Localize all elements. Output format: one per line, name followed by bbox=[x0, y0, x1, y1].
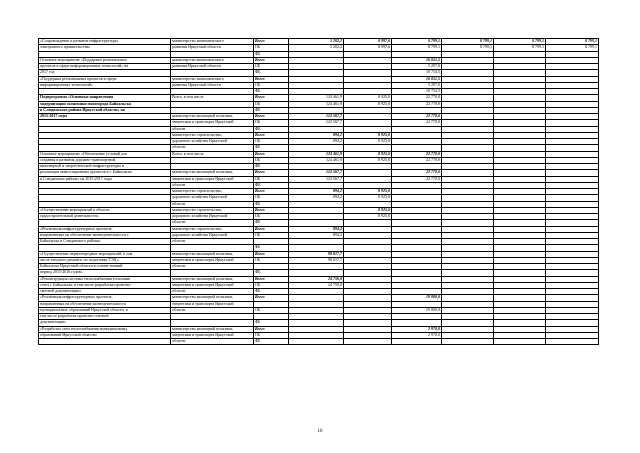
cell-executor: области bbox=[171, 126, 254, 132]
cell-2015: 894,2 bbox=[289, 132, 344, 138]
cell-2015: 5 202,2 bbox=[289, 45, 344, 51]
cell-executor: области bbox=[171, 239, 254, 245]
cell-source: ФБ bbox=[254, 145, 289, 151]
cell-source: ФБ bbox=[254, 70, 289, 76]
cell-2015: 24 750,0 bbox=[289, 282, 344, 288]
cell-executor: министерство экономического bbox=[171, 39, 254, 45]
cell-executor: области bbox=[171, 307, 254, 313]
cell-2015: 24 750,0 bbox=[289, 276, 344, 282]
cell-source: ОБ bbox=[254, 120, 289, 126]
cell-event: образований Иркутской области» bbox=[39, 332, 171, 338]
cell-executor: области bbox=[171, 289, 254, 295]
cell-event: Основное мероприятие «Поддержка региональных bbox=[39, 57, 171, 63]
cell-event: инженерной и энергетической инфраструктуры и bbox=[39, 164, 171, 170]
cell-event: «Реализация инфраструктурных проектов, bbox=[39, 295, 171, 301]
cell-event: числе текущего ремонта, по подготовке ТЭЦ г. bbox=[39, 257, 171, 263]
cell-2017: 16 051,5 bbox=[392, 57, 442, 63]
cell-2016: 8 997,6 bbox=[344, 45, 392, 51]
cell-source: Всего bbox=[254, 326, 289, 332]
cell-executor: энергетики и транспорта Иркутской bbox=[171, 120, 254, 126]
cell-2015: 894,2 bbox=[289, 232, 344, 238]
cell-executor: дорожного хозяйства Иркутской bbox=[171, 214, 254, 220]
cell-event: информационных технологий» bbox=[39, 82, 171, 88]
cell-executor: министерство жилищной политики, bbox=[171, 276, 254, 282]
cell-2015 bbox=[289, 339, 344, 345]
cell-executor: области bbox=[171, 339, 254, 345]
cell-2017: 22 770,0 bbox=[392, 157, 442, 163]
cell-event: электронного правительства» bbox=[39, 45, 171, 51]
cell-2015: 123 567,7 bbox=[289, 176, 344, 182]
cell-executor: министерство строительства, bbox=[171, 207, 254, 213]
cell-2017: 8 799,1 bbox=[392, 45, 442, 51]
cell-source: Всего bbox=[254, 207, 289, 213]
cell-event bbox=[39, 339, 171, 345]
cell-executor: энергетики и транспорта Иркутской bbox=[171, 176, 254, 182]
cell-event: направленных на обеспечение жизнедеятельности г. bbox=[39, 232, 171, 238]
cell-source: Всего bbox=[254, 189, 289, 195]
cell-2017: 10 754,5 bbox=[392, 70, 442, 76]
cell-event: «Поддержка региональных проектов в сфере bbox=[39, 76, 171, 82]
cell-executor: дорожного хозяйства Иркутской bbox=[171, 195, 254, 201]
cell-event: «Разработка схем теплоснабжения муниципальных bbox=[39, 326, 171, 332]
cell-2016: 8 925,0 bbox=[344, 214, 392, 220]
cell-2016: 8 925,0 bbox=[344, 157, 392, 163]
cell-executor: министерство жилищной политики, bbox=[171, 326, 254, 332]
cell-2016: 8 997,6 bbox=[344, 39, 392, 45]
cell-source: ОБ bbox=[254, 214, 289, 220]
cell-2019: 8 799,1 bbox=[494, 45, 546, 51]
cell-source: ОБ bbox=[254, 195, 289, 201]
cell-source: ФБ bbox=[254, 339, 289, 345]
cell-2017: 22 770,0 bbox=[392, 170, 442, 176]
cell-2015: 124 461,9 bbox=[289, 95, 344, 101]
cell-source: ОБ bbox=[254, 257, 289, 263]
cell-2015: 894,2 bbox=[289, 139, 344, 145]
cell-source: Всего bbox=[254, 114, 289, 120]
cell-event: Подпрограмма «Основные направления bbox=[39, 95, 171, 101]
cell-source: ОБ bbox=[254, 64, 289, 70]
cell-event: документации» bbox=[39, 320, 171, 326]
cell-2017: 2 970,0 bbox=[392, 332, 442, 338]
cell-2020: 8 799,1 bbox=[546, 45, 599, 51]
cell-executor: министерство строительства, bbox=[171, 132, 254, 138]
cell-2015: 124 461,9 bbox=[289, 101, 344, 107]
cell-2017: 22 770,0 bbox=[392, 151, 442, 157]
cell-2017: 8 799,1 bbox=[392, 39, 442, 45]
cell-event: сметной документации» bbox=[39, 289, 171, 295]
cell-2017: 22 770,0 bbox=[392, 120, 442, 126]
cell-executor: министерство жилищной политики, bbox=[171, 114, 254, 120]
cell-2015: 5 202,2 bbox=[289, 39, 344, 45]
cell-2017: 19 800,0 bbox=[392, 307, 442, 313]
cell-source: ФБ bbox=[254, 320, 289, 326]
cell-event: 2015-2017 годы bbox=[39, 114, 171, 120]
cell-event: период 2015-2016 годов» bbox=[39, 270, 171, 276]
table-body bbox=[39, 39, 599, 345]
cell-2017: 2 970,0 bbox=[392, 326, 442, 332]
cell-executor: министерство жилищной политики, bbox=[171, 295, 254, 301]
cell-source: ФБ bbox=[254, 220, 289, 226]
cell-event: «Реконструкция системы теплоснабжения (тепловые bbox=[39, 276, 171, 282]
cell-2019 bbox=[494, 339, 546, 345]
cell-2019: 8 799,1 bbox=[494, 39, 546, 45]
cell-event: и Слюдянском районе» на 2015-2017 годы bbox=[39, 176, 171, 182]
cell-source: ОБ bbox=[254, 101, 289, 107]
cell-2016: 8 925,0 bbox=[344, 139, 392, 145]
cell-executor: энергетики и транспорта Иркутской bbox=[171, 332, 254, 338]
cell-2016: 8 925,0 bbox=[344, 207, 392, 213]
cell-event: «Осуществление первоочередных мероприятий, в том bbox=[39, 251, 171, 257]
cell-2018 bbox=[442, 339, 494, 345]
cell-2017: 22 770,0 bbox=[392, 114, 442, 120]
cell-source: ФБ bbox=[254, 201, 289, 207]
cell-executor: области bbox=[171, 220, 254, 226]
cell-executor: области bbox=[171, 264, 254, 270]
cell-2016: 8 925,0 bbox=[344, 151, 392, 157]
cell-executor: дорожного хозяйства Иркутской bbox=[171, 232, 254, 238]
cell-2015: 123 567,7 bbox=[289, 114, 344, 120]
cell-executor: министерство строительства, bbox=[171, 226, 254, 232]
cell-source: Всего bbox=[254, 226, 289, 232]
cell-executor: энергетики и транспорта Иркутской bbox=[171, 282, 254, 288]
document-page bbox=[38, 38, 598, 345]
cell-2015: 123 567,7 bbox=[289, 170, 344, 176]
cell-source: ОБ bbox=[254, 176, 289, 182]
cell-event: «Осуществление мероприятий в области bbox=[39, 207, 171, 213]
cell-source: Всего bbox=[254, 132, 289, 138]
cell-2015: 98 817,7 bbox=[289, 257, 344, 263]
cell-executor: министерство строительства, bbox=[171, 189, 254, 195]
cell-source: ОБ bbox=[254, 45, 289, 51]
page-number: 16 bbox=[317, 429, 323, 434]
cell-2015: 894,2 bbox=[289, 189, 344, 195]
cell-source: ОБ bbox=[254, 157, 289, 163]
cell-executor: области bbox=[171, 201, 254, 207]
cell-2016: 8 925,0 bbox=[344, 132, 392, 138]
cell-2017: 16 051,5 bbox=[392, 76, 442, 82]
cell-source: ОБ bbox=[254, 332, 289, 338]
cell-event: муниципальных образований Иркутской области, в bbox=[39, 307, 171, 313]
cell-executor: области bbox=[171, 182, 254, 188]
cell-2016 bbox=[344, 339, 392, 345]
cell-executor: министерство жилищной политики, bbox=[171, 251, 254, 257]
cell-source: ФБ bbox=[254, 126, 289, 132]
cell-2016: 8 925,0 bbox=[344, 189, 392, 195]
cell-2017: 22 770,0 bbox=[392, 101, 442, 107]
cell-event: проектов в сфере информационных технологий» на bbox=[39, 64, 171, 70]
cell-2017: 10 754,5 bbox=[392, 89, 442, 95]
cell-source: ОБ bbox=[254, 307, 289, 313]
cell-2015: 124 461,9 bbox=[289, 151, 344, 157]
cell-source: Всего bbox=[254, 295, 289, 301]
cell-executor: энергетики и транспорта Иркутской bbox=[171, 257, 254, 263]
cell-2017: 22 770,0 bbox=[392, 95, 442, 101]
cell-2016: 8 925,0 bbox=[344, 101, 392, 107]
cell-2018: 8 799,1 bbox=[442, 45, 494, 51]
cell-event: том числе разработка проектно-сметной bbox=[39, 314, 171, 320]
cell-2015: 894,2 bbox=[289, 195, 344, 201]
cell-event: Байкальска Иркутской области в осенне-зимний bbox=[39, 264, 171, 270]
cell-2018: 8 799,1 bbox=[442, 39, 494, 45]
cell-event: градостроительной деятельности» bbox=[39, 214, 171, 220]
cell-2015: 124 461,9 bbox=[289, 157, 344, 163]
cell-source: ФБ bbox=[254, 164, 289, 170]
cell-source: ОБ bbox=[254, 139, 289, 145]
cell-source: Всего bbox=[254, 151, 289, 157]
cell-executor: области bbox=[171, 145, 254, 151]
cell-event: реализация инвестиционных проектов в г. Байкальске bbox=[39, 170, 171, 176]
cell-executor: энергетики и транспорта Иркутской bbox=[171, 301, 254, 307]
cell-source: ФБ bbox=[254, 182, 289, 188]
cell-executor: министерство жилищной политики, bbox=[171, 170, 254, 176]
cell-executor: Всего, в том числе bbox=[171, 151, 254, 157]
table-row bbox=[39, 339, 599, 345]
cell-executor: развития Иркутской области bbox=[171, 45, 254, 51]
cell-source: Всего bbox=[254, 76, 289, 82]
cell-source: ОБ bbox=[254, 232, 289, 238]
cell-source: ФБ bbox=[254, 289, 289, 295]
cell-source: Всего bbox=[254, 57, 289, 63]
cell-event: создания и развития дорожно-транспортной, bbox=[39, 157, 171, 163]
cell-source: ФБ bbox=[254, 270, 289, 276]
cell-executor: Всего, в том числе bbox=[171, 95, 254, 101]
cell-2020: 8 799,1 bbox=[546, 39, 599, 45]
cell-2017 bbox=[392, 339, 442, 345]
cell-event: «Сопровождение и развитие инфраструктуры bbox=[39, 39, 171, 45]
cell-source: Всего bbox=[254, 251, 289, 257]
cell-2015: 98 817,7 bbox=[289, 251, 344, 257]
cell-source: Всего bbox=[254, 39, 289, 45]
cell-2015: 894,2 bbox=[289, 226, 344, 232]
cell-source: Всего bbox=[254, 276, 289, 282]
cell-executor: министерство экономического bbox=[171, 76, 254, 82]
cell-source: ФБ bbox=[254, 89, 289, 95]
cell-2015: 123 567,7 bbox=[289, 120, 344, 126]
cell-executor: министерство экономического bbox=[171, 57, 254, 63]
cell-2017: 5 297,0 bbox=[392, 82, 442, 88]
cell-2020 bbox=[546, 339, 599, 345]
cell-source: ФБ bbox=[254, 107, 289, 113]
cell-executor: развития Иркутской области bbox=[171, 64, 254, 70]
budget-table bbox=[38, 38, 599, 345]
cell-source: Всего bbox=[254, 170, 289, 176]
cell-event: модернизации экономики моногорода Байкальска bbox=[39, 101, 171, 107]
cell-event: Основное мероприятие «Обеспечение условий для bbox=[39, 151, 171, 157]
cell-source: ОБ bbox=[254, 282, 289, 288]
cell-source: ОБ bbox=[254, 82, 289, 88]
cell-event: направленных на обеспечение жизнедеятельности bbox=[39, 301, 171, 307]
cell-2016: 8 925,0 bbox=[344, 95, 392, 101]
cell-source: Всего bbox=[254, 95, 289, 101]
cell-event: «Реализация инфраструктурных проектов, bbox=[39, 226, 171, 232]
cell-2017: 5 297,0 bbox=[392, 64, 442, 70]
cell-2016: 8 925,0 bbox=[344, 195, 392, 201]
cell-executor: развития Иркутской области bbox=[171, 82, 254, 88]
cell-2017: 19 800,0 bbox=[392, 295, 442, 301]
cell-source: ФБ bbox=[254, 245, 289, 251]
cell-event: Байкальска и Слюдянского района» bbox=[39, 239, 171, 245]
cell-executor: дорожного хозяйства Иркутской bbox=[171, 139, 254, 145]
cell-2017: 22 770,0 bbox=[392, 176, 442, 182]
cell-event: сети) г. Байкальска, в том числе разработка проектно- bbox=[39, 282, 171, 288]
cell-event: 2017 год bbox=[39, 70, 171, 76]
cell-event: и Слюдянского района Иркутской области» на bbox=[39, 107, 171, 113]
cell-source: ФБ bbox=[254, 51, 289, 57]
